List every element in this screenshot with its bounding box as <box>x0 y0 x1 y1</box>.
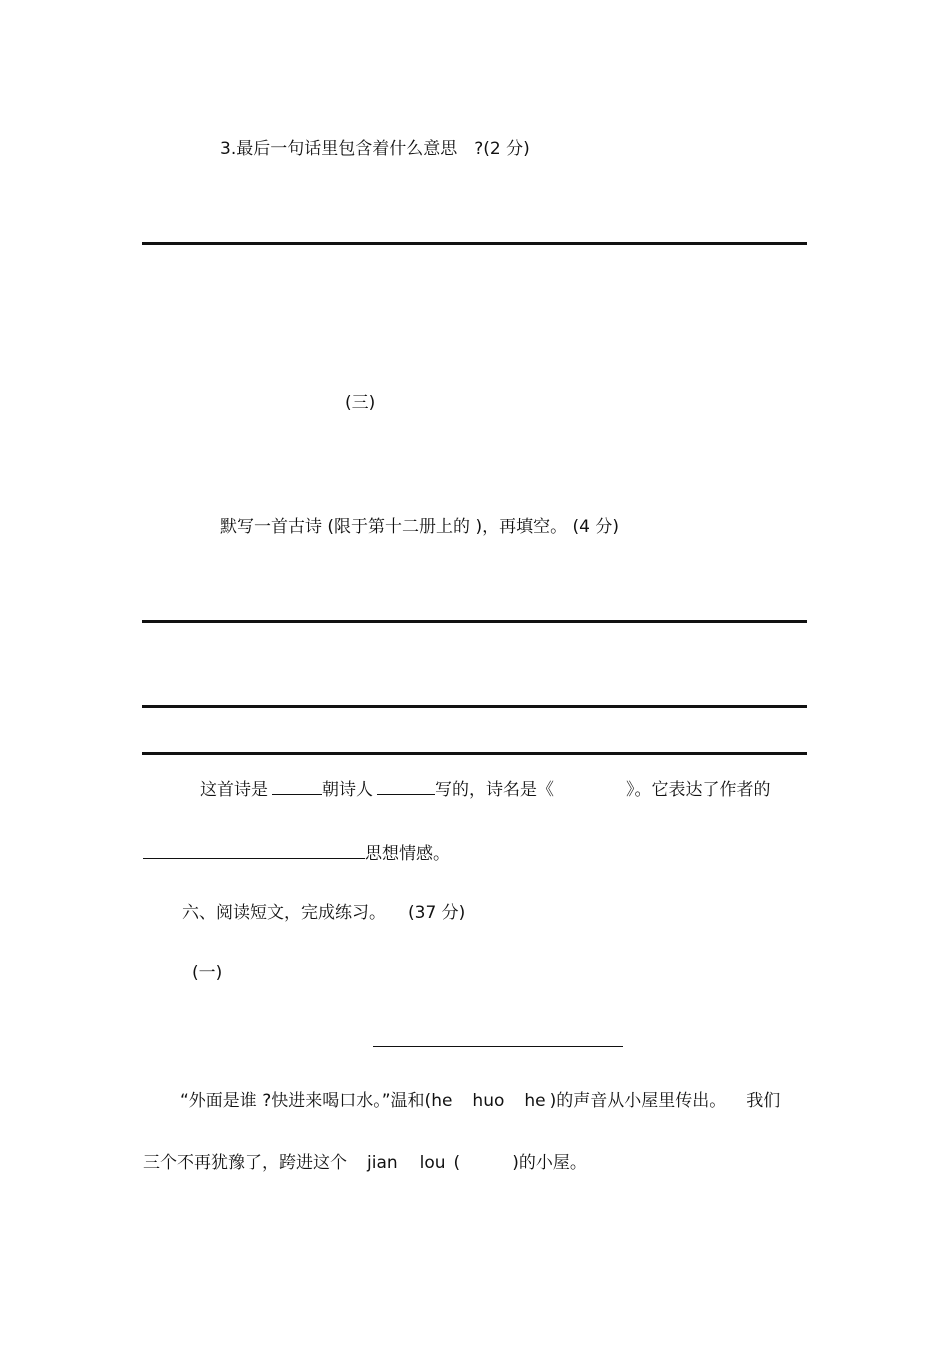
passage-text-3: 我们 <box>746 1091 781 1111</box>
answer-line <box>142 620 807 623</box>
passage-text-4: 三个不再犹豫了，跨进这个 <box>143 1153 347 1173</box>
passage-line-2 <box>143 1155 587 1172</box>
section-6-score: (37 分) <box>408 903 466 923</box>
pinyin-he-2: he <box>524 1091 546 1111</box>
passage-text-1: “外面是谁 ?快进来喝口水。”温和 <box>180 1091 425 1111</box>
fill-in-sentence-2 <box>143 843 450 863</box>
pinyin-he-1: he <box>431 1091 453 1111</box>
section-6-title: 六、阅读短文，完成练习。 <box>182 903 386 923</box>
fill-text-4: 》。它表达了作者的 <box>626 780 771 800</box>
passage-open-paren: ( <box>453 1153 461 1173</box>
fill-text-2: 朝诗人 <box>322 780 373 800</box>
passage-text-2: )的声音从小屋里传出。 <box>549 1091 727 1111</box>
dynasty-blank[interactable] <box>272 779 322 795</box>
fill-text-3: 写的，诗名是《 <box>435 780 554 800</box>
section-label-3: (三) <box>345 393 376 413</box>
fill-text-1: 这首诗是 <box>200 780 268 800</box>
passage-title-blank[interactable] <box>373 1046 623 1047</box>
passage-line-1 <box>180 1093 780 1110</box>
fill-text-5: 思想情感。 <box>365 844 450 864</box>
poem-task-instruction: 默写一首古诗 (限于第十二册上的 )，再填空。 (4 分) <box>220 517 619 537</box>
passage-text-5: )的小屋。 <box>512 1153 587 1173</box>
pinyin-jian: jian <box>367 1153 398 1173</box>
section-6-heading <box>182 905 465 922</box>
fill-in-sentence <box>200 779 771 799</box>
poet-blank[interactable] <box>377 779 435 795</box>
part-label-1: (一) <box>192 963 223 983</box>
pinyin-lou: lou <box>419 1153 446 1173</box>
answer-line <box>142 242 807 245</box>
emotion-blank[interactable] <box>143 843 365 859</box>
question-3: 3.最后一句话里包含着什么意思 ?(2 分) <box>220 139 530 159</box>
answer-line <box>142 752 807 755</box>
answer-line <box>142 705 807 708</box>
pinyin-huo: huo <box>472 1091 505 1111</box>
pinyin-open-paren: ( <box>424 1091 432 1111</box>
